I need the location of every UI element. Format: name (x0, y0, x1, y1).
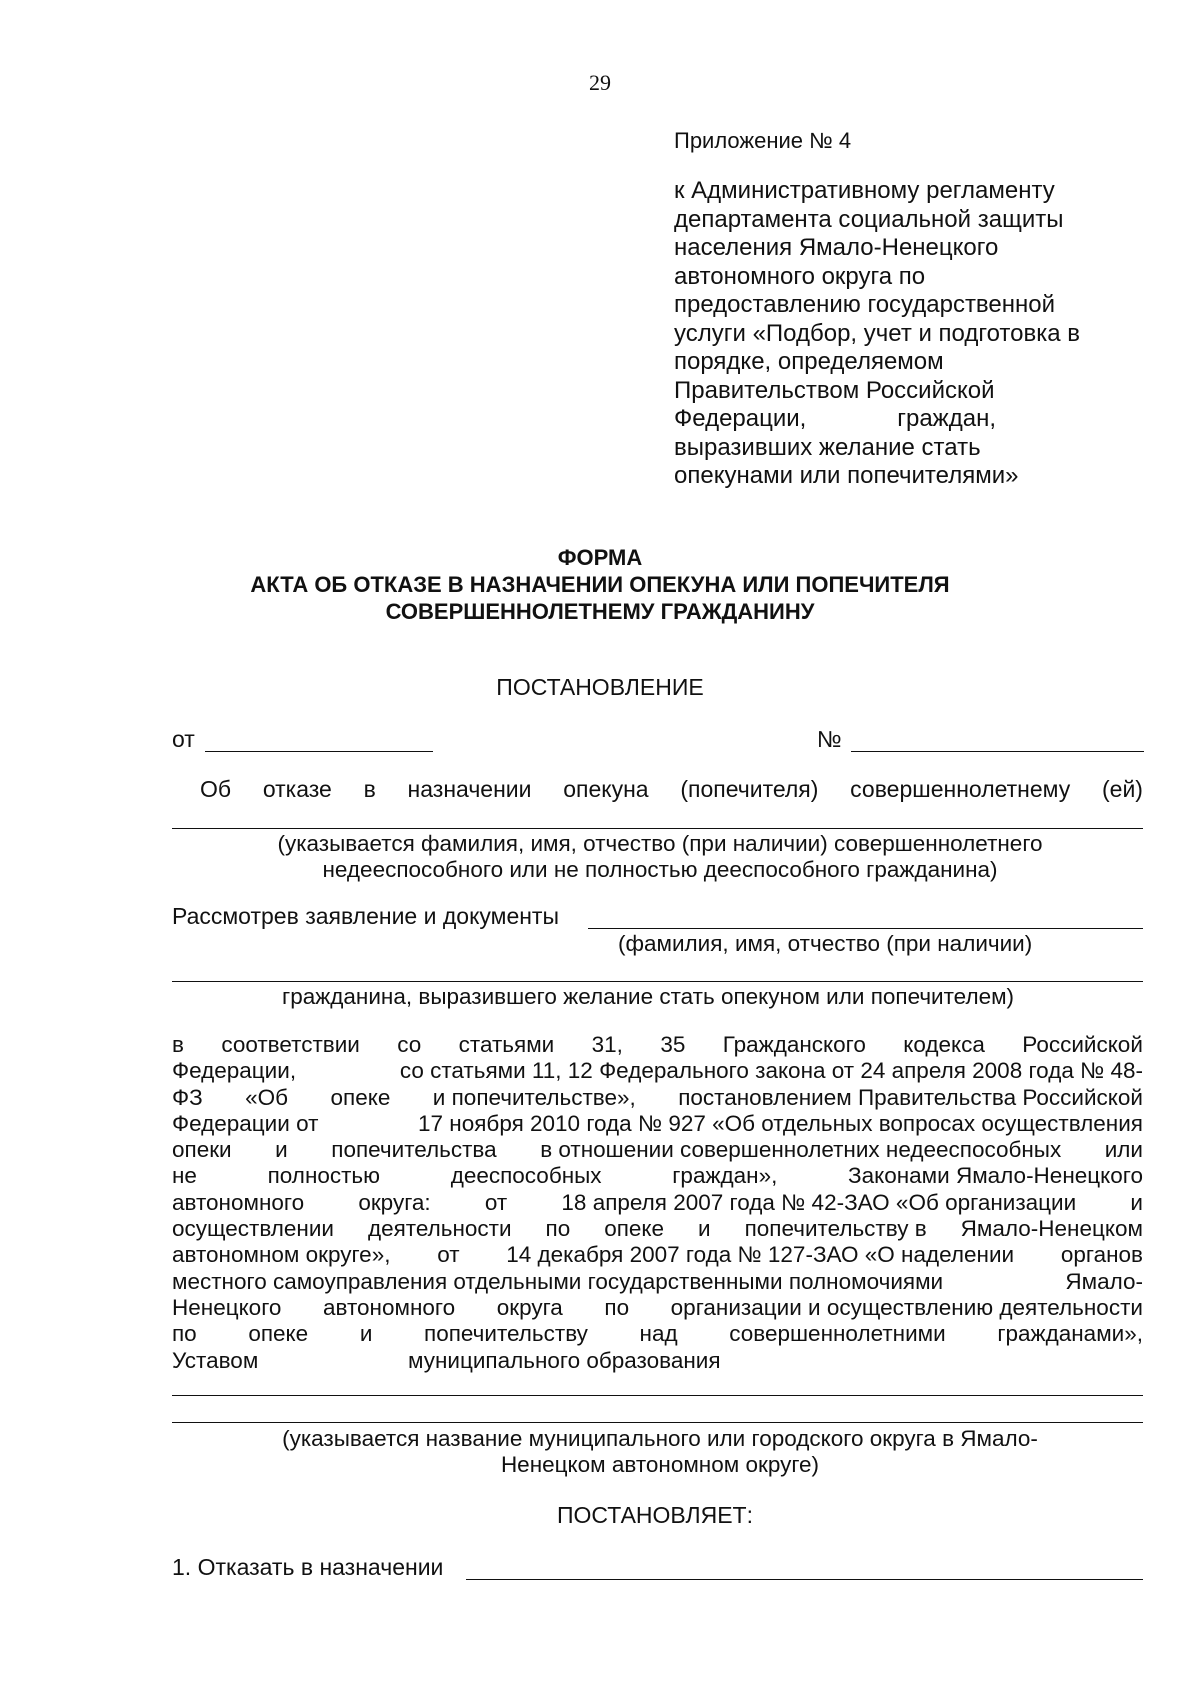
word: или (1104, 1137, 1143, 1163)
form-title-line: АКТА ОБ ОТКАЗЕ В НАЗНАЧЕНИИ ОПЕКУНА ИЛИ ПОПЕЧИТЕЛЯ (250, 572, 950, 597)
word: по (172, 1321, 197, 1347)
word: опеки (172, 1137, 232, 1163)
annex-split-line (674, 405, 996, 434)
ward-name-note (0, 831, 1200, 883)
annex-line: выразивших желание стать (674, 433, 981, 461)
annex-line: к Административному регламенту (674, 177, 1055, 204)
annex-description (674, 177, 1144, 491)
page-number: 29 (589, 70, 611, 95)
word: опеке (604, 1216, 665, 1242)
resolves-heading: ПОСТАНОВЛЯЕТ: (557, 1502, 753, 1528)
word: и (1130, 1189, 1143, 1215)
word: Ненецкого (172, 1294, 282, 1320)
word: попечительства (331, 1137, 497, 1163)
annex-line: населения Ямало-Ненецкого (674, 234, 999, 261)
annex-word: граждан, (897, 405, 996, 432)
word: от (484, 1189, 508, 1215)
word: совершеннолетними (729, 1321, 946, 1347)
word: Гражданского (722, 1032, 866, 1057)
word: Уставом (172, 1347, 259, 1373)
word: ФЗ (172, 1084, 203, 1110)
word: гражданами», (997, 1321, 1143, 1347)
word: в отношении совершеннолетних недееспособных (540, 1137, 1062, 1163)
subject-word: совершеннолетнему (850, 776, 1071, 802)
word: «Об (245, 1084, 289, 1110)
form-title-line: ФОРМА (557, 545, 643, 570)
word: граждан», (672, 1163, 778, 1189)
word: автономного (172, 1189, 305, 1215)
municipality-field[interactable] (172, 1395, 1143, 1396)
word: муниципального образования (408, 1347, 721, 1373)
word: в (172, 1032, 184, 1057)
paragraph-line (172, 1269, 1143, 1295)
review-label: Рассмотрев заявление и документы (172, 903, 560, 929)
word: Федерации от (172, 1110, 319, 1136)
paragraph-line (172, 1032, 1143, 1058)
subject-word: отказе (262, 776, 332, 802)
word: осуществлении (172, 1216, 334, 1242)
word: по (604, 1294, 630, 1320)
word: по (545, 1216, 571, 1242)
word: 17 ноября 2010 года № 927 «Об отдельных вопросах осуществления (418, 1110, 1143, 1136)
word: деятельности (367, 1216, 512, 1242)
word: организации и осуществлению деятельности (670, 1294, 1143, 1320)
annex-line: департамента социальной защиты (674, 205, 1064, 233)
subject-line (172, 776, 1143, 803)
word: дееспособных (450, 1163, 602, 1189)
word: органов (1060, 1242, 1143, 1268)
note-line: (указывается название муниципального или городского округа в Ямало- (282, 1426, 1038, 1451)
word: автономного (323, 1294, 456, 1320)
word: округа: (358, 1189, 431, 1215)
subject-word: (ей) (1102, 776, 1143, 802)
word: 31, (591, 1032, 623, 1057)
annex-line: Правительством Российской (674, 376, 995, 404)
word: округа (496, 1294, 563, 1320)
word: соответствии (221, 1032, 360, 1057)
subject-word: опекуна (563, 776, 649, 802)
word: кодекса (903, 1032, 985, 1057)
word: попечительству (424, 1321, 588, 1347)
word: Российской (1022, 1032, 1143, 1057)
item1-field[interactable] (466, 1579, 1143, 1580)
subject-word: Об (200, 776, 232, 802)
annex-line: порядке, определяемом (674, 348, 944, 375)
legal-basis-paragraph (172, 1032, 1143, 1374)
word: полностью (267, 1163, 381, 1189)
word: Ямало- (1065, 1268, 1143, 1294)
subject-word: (попечителя) (680, 776, 819, 802)
word: Законами Ямало-Ненецкого (848, 1163, 1143, 1189)
word: над (639, 1321, 678, 1347)
ward-name-field[interactable] (172, 828, 1143, 829)
word: 35 (660, 1032, 686, 1057)
word: постановлением Правительства Российской (678, 1084, 1143, 1110)
applicant-note: гражданина, выразившего желание стать опекуном или попечителем) (282, 984, 1015, 1009)
word: местного самоуправления отдельными государственными полномочиями (172, 1268, 944, 1294)
paragraph-line (172, 1295, 1143, 1321)
annex-word: Федерации, (674, 405, 807, 432)
paragraph-line (172, 1190, 1143, 1216)
subject-word: назначении (407, 776, 532, 802)
word: и (275, 1137, 288, 1163)
item1-label: 1. Отказать в назначении (172, 1554, 444, 1580)
word: попечительству в (744, 1216, 927, 1242)
word: Федерации, (172, 1058, 297, 1084)
paragraph-line (172, 1111, 1143, 1137)
paragraph-line (172, 1085, 1143, 1111)
paragraph-line (172, 1242, 1143, 1268)
number-label: № (817, 726, 842, 752)
applicant-name-note: (фамилия, имя, отчество (при наличии) (618, 931, 1033, 956)
word: со (397, 1032, 422, 1057)
word: опеке (248, 1321, 309, 1347)
annex-line: опекунами или попечителями» (674, 462, 1019, 489)
charter-line (172, 1348, 1143, 1374)
paragraph-line (172, 1216, 1143, 1242)
word: 18 апреля 2007 года № 42-ЗАО «Об организации (561, 1189, 1077, 1215)
word: не (172, 1163, 197, 1189)
applicant-name-field[interactable] (588, 928, 1143, 929)
word: Ямало-Ненецком (960, 1216, 1143, 1242)
paragraph-line (172, 1321, 1143, 1347)
municipality-field-cont[interactable] (172, 1422, 1143, 1423)
date-label: от (172, 726, 195, 752)
word: от (437, 1242, 460, 1268)
paragraph-line (172, 1137, 1143, 1163)
word: опеке (330, 1084, 391, 1110)
form-title (0, 544, 1200, 625)
annex-title: Приложение № 4 (674, 128, 852, 153)
word: и (359, 1321, 373, 1347)
decree-heading: ПОСТАНОВЛЕНИЕ (496, 674, 704, 700)
word: 14 декабря 2007 года № 127-ЗАО «О наделении (506, 1242, 1015, 1268)
municipality-note (0, 1426, 1200, 1478)
paragraph-line (172, 1058, 1143, 1084)
paragraph-line (172, 1163, 1143, 1189)
word: статьями (458, 1032, 555, 1057)
number-field[interactable] (851, 751, 1144, 752)
date-field[interactable] (205, 751, 433, 752)
word: и (698, 1216, 711, 1242)
note-line: недееспособного или не полностью дееспособного гражданина) (322, 857, 998, 882)
applicant-name-field-cont[interactable] (172, 981, 1143, 982)
subject-word: в (363, 776, 376, 802)
word: и попечительстве», (432, 1084, 636, 1110)
form-title-line: СОВЕРШЕННОЛЕТНЕМУ ГРАЖДАНИНУ (385, 599, 815, 624)
word: со статьями 11, 12 Федерального закона от 24 апреля 2008 года № 48- (399, 1058, 1143, 1084)
annex-line: услуги «Подбор, учет и подготовка в (674, 319, 1081, 347)
word: автономном округе», (172, 1242, 391, 1268)
note-line: (указывается фамилия, имя, отчество (при наличии) совершеннолетнего (277, 831, 1043, 856)
annex-line: автономного округа по (674, 262, 926, 290)
annex-line: предоставлению государственной (674, 291, 1056, 318)
note-line: Ненецком автономном округе) (500, 1452, 820, 1477)
